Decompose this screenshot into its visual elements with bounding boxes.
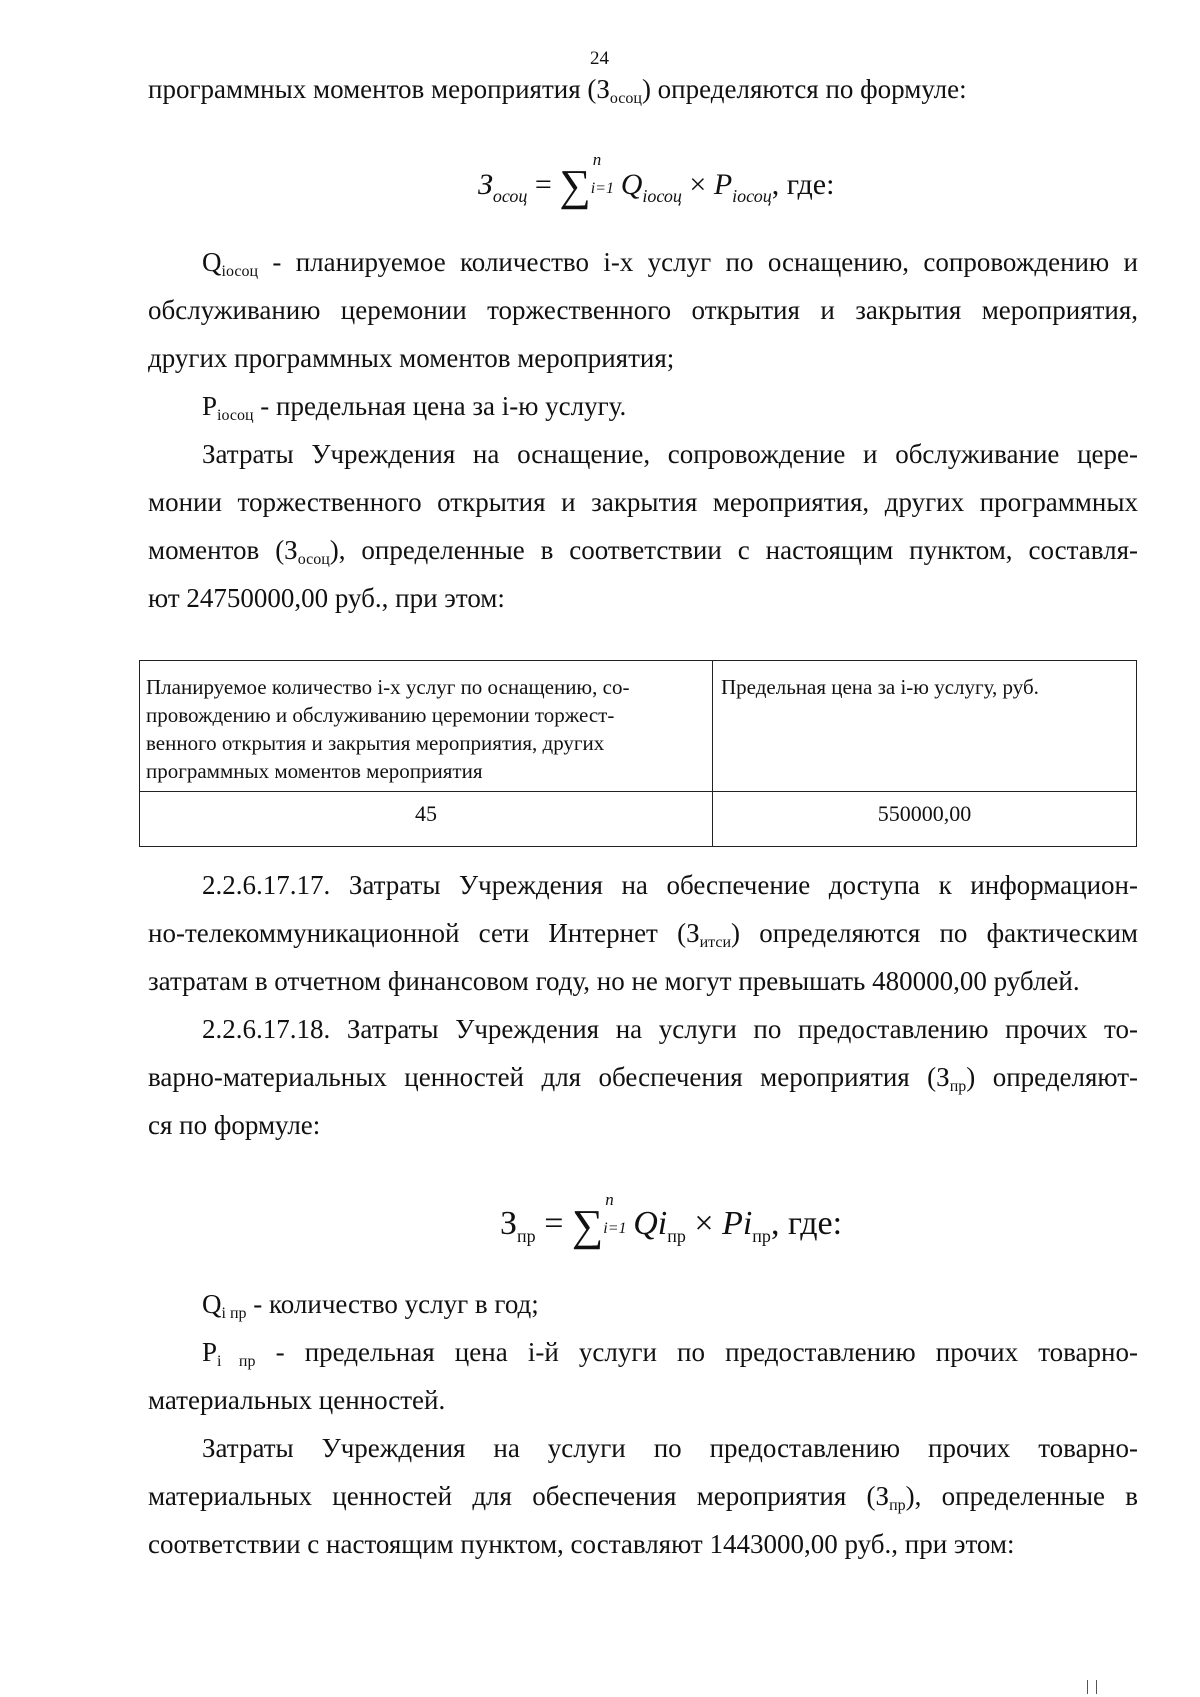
paragraph-line: Затраты Учреждения на услуги по предоставлению прочих товарно-: [202, 1433, 1138, 1463]
table-header-price: Предельная цена за i-ю услугу, руб.: [713, 661, 1137, 792]
scan-mark: [1087, 1680, 1097, 1694]
page-number: 24: [590, 48, 609, 69]
paragraph-line: Затраты Учреждения на оснащение, сопровождение и обслуживание цере-: [202, 439, 1138, 469]
paragraph-line: ся по формуле:: [148, 1110, 321, 1140]
table-header-line: программных моментов мероприятия: [146, 759, 483, 783]
paragraph-line: затратам в отчетном финансовом году, но не могут превышать 480000,00 рублей.: [148, 966, 1080, 996]
paragraph-line: $Q_{iосоц}$ - планируемое количество i-х услуг по оснащению, сопровождению и: [202, 247, 1138, 280]
price-table: [139, 660, 1137, 847]
formula-zpr: $З_{пр}$ = ∑ n i=1 $Qi_{пр} \times Pi_{пр}$, где:: [500, 1190, 843, 1250]
paragraph-line: ют 24750000,00 руб., при этом:: [148, 583, 505, 613]
table-cell-price: 550000,00: [713, 792, 1137, 847]
paragraph-line: моментов $(З_{осоц})$, определенные в соответствии с настоящим пунктом, составля-: [148, 535, 1138, 568]
formula-zosots: $З_{осоц}$ = ∑ n i=1 $Q_{iосоц} \times P_{iосоц}$, где:: [478, 150, 835, 210]
paragraph-line: монии торжественного открытия и закрытия мероприятия, других программных: [148, 487, 1138, 517]
paragraph-line: 2.2.6.17.18. Затраты Учреждения на услуги по предоставлению прочих то-: [202, 1014, 1138, 1044]
paragraph-line: $P_{i пр}$ - предельная цена i-й услуги по предоставлению прочих товарно-: [202, 1337, 1138, 1370]
paragraph-line: но-телекоммуникационной сети Интернет $(З_{итси})$ определяются по фактическим: [148, 918, 1138, 951]
table-cell-quantity: 45: [140, 792, 713, 847]
paragraph-line: 2.2.6.17.17. Затраты Учреждения на обеспечение доступа к информацион-: [202, 870, 1138, 900]
paragraph-line: программных моментов мероприятия $(З_{осоц})$ определяются по формуле:: [148, 74, 967, 107]
paragraph-line: $P_{iосоц}$ - предельная цена за i-ю услугу.: [202, 391, 627, 424]
paragraph-line: варно-материальных ценностей для обеспечения мероприятия $(З_{пр})$ определяют-: [148, 1062, 1138, 1095]
table-header-row: [140, 661, 1137, 792]
table-header-line: Планируемое количество i-х услуг по оснащению, со-: [146, 675, 630, 699]
table-row: [140, 792, 1137, 847]
paragraph-line: материальных ценностей.: [148, 1385, 446, 1415]
paragraph-line: соответствии с настоящим пунктом, составляют 1443000,00 руб., при этом:: [148, 1529, 1015, 1559]
paragraph-line: других программных моментов мероприятия;: [148, 343, 675, 373]
table-header-line: венного открытия и закрытия мероприятия, других: [146, 731, 605, 755]
table-header-quantity: [140, 661, 713, 792]
paragraph-line: $Q_{i пр}$ - количество услуг в год;: [202, 1289, 539, 1322]
paragraph-line: материальных ценностей для обеспечения мероприятия $(З_{пр})$, определенные в: [148, 1481, 1138, 1514]
paragraph-line: обслуживанию церемонии торжественного открытия и закрытия мероприятия,: [148, 295, 1138, 325]
table-header-line: провождению и обслуживанию церемонии торжест-: [146, 703, 615, 727]
